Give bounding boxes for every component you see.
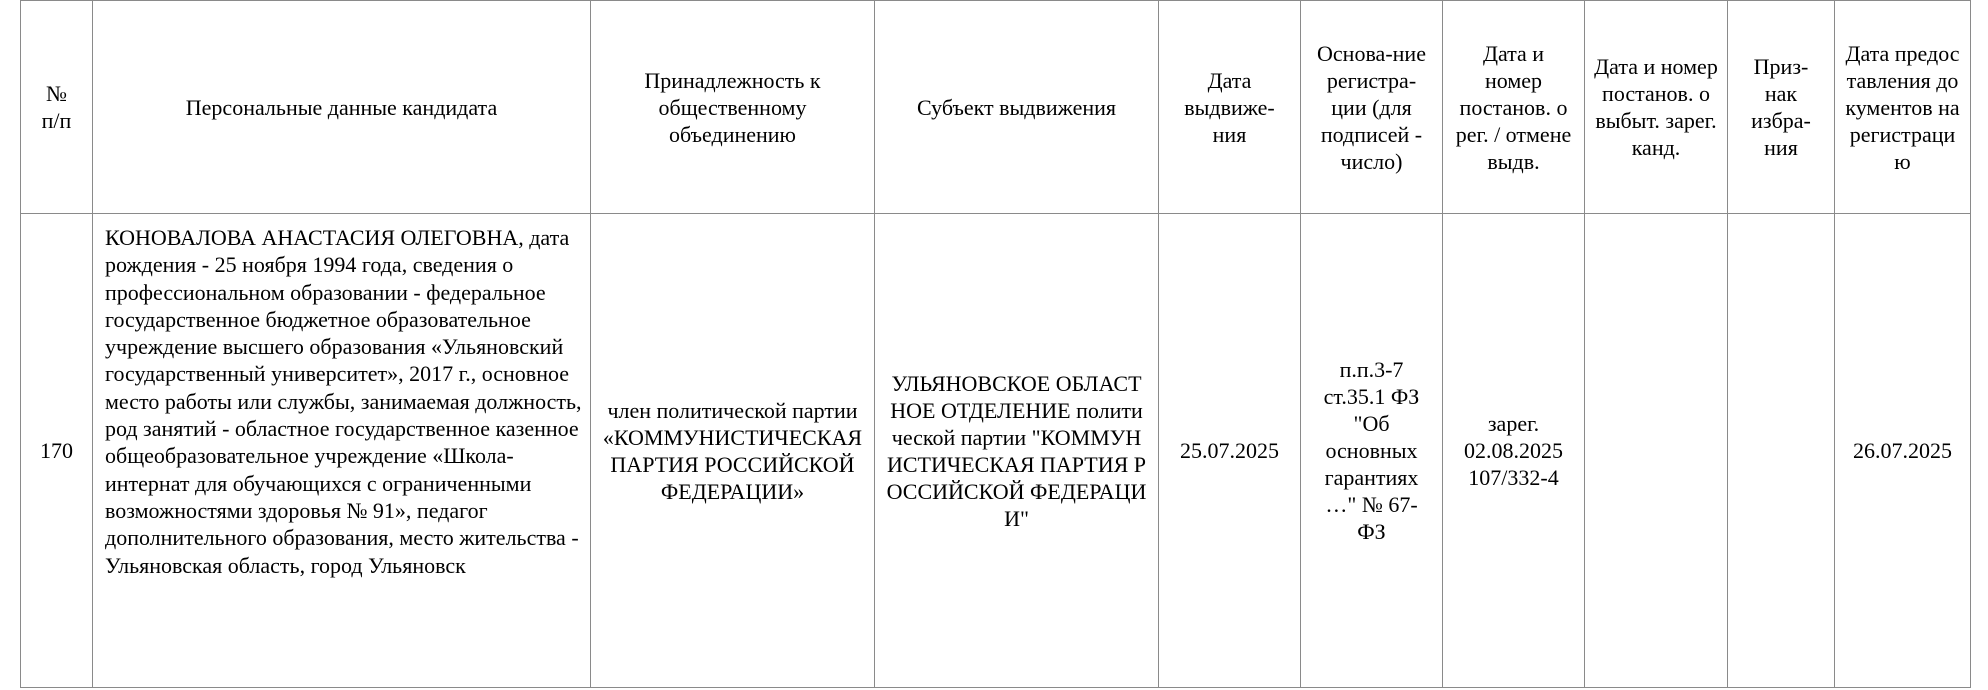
table-row — [21, 214, 1971, 688]
table-header-row — [21, 1, 1971, 214]
cell-nomination-subject: УЛЬЯНОВСКОЕ ОБЛАСТНОЕ ОТДЕЛЕНИЕ политической партии "КОММУНИСТИЧЕСКАЯ ПАРТИЯ РОССИЙСКОЙ ФЕДЕРАЦИИ" — [875, 214, 1159, 688]
header-affiliation: Принадлежность к общественному объединению — [591, 1, 875, 214]
header-registration-basis: Основа-ние регистра-ции (для подписей - число) — [1301, 1, 1443, 214]
header-nomination-subject: Субъект выдвижения — [875, 1, 1159, 214]
cell-affiliation: член политической партии «КОММУНИСТИЧЕСКАЯ ПАРТИЯ РОССИЙСКОЙ ФЕДЕРАЦИИ» — [591, 214, 875, 688]
header-retirement-decision: Дата и номер постанов. о выбыт. зарег. канд. — [1585, 1, 1728, 214]
header-personal-data: Персональные данные кандидата — [93, 1, 591, 214]
header-elected-flag: Приз-нак избра-ния — [1728, 1, 1835, 214]
cell-documents-date: 26.07.2025 — [1835, 214, 1971, 688]
header-nomination-date: Дата выдвиже-ния — [1159, 1, 1301, 214]
header-registration-decision: Дата и номер постанов. о рег. / отмене выдв. — [1443, 1, 1585, 214]
cell-nomination-date: 25.07.2025 — [1159, 214, 1301, 688]
cell-retirement-decision — [1585, 214, 1728, 688]
candidates-table — [20, 0, 1971, 688]
cell-registration-basis: п.п.3-7 ст.35.1 ФЗ "Об основных гарантиях …" № 67-ФЗ — [1301, 214, 1443, 688]
cell-personal-data: КОНОВАЛОВА АНАСТАСИЯ ОЛЕГОВНА, дата рождения - 25 ноября 1994 года, сведения о профессиональном образовании - федеральное государственное бюджетное образовательное учреждение высшего образования «Ульяновский государственный университет», 2017 г., основное место работы или службы, занимаемая должность, род занятий - областное государственное казенное общеобразовательное учреждение «Школа-интернат для обучающихся с ограниченными возможностями здоровья № 91», педагог дополнительного образования, место жительства - Ульяновская область, город Ульяновск — [93, 214, 591, 688]
cell-num: 170 — [21, 214, 93, 688]
header-num: № п/п — [21, 1, 93, 214]
cell-registration-decision: зарег. 02.08.2025 107/332-4 — [1443, 214, 1585, 688]
candidate-table-container — [20, 0, 1971, 688]
cell-elected-flag — [1728, 214, 1835, 688]
header-documents-date: Дата предоставления документов на регистрацию — [1835, 1, 1971, 214]
